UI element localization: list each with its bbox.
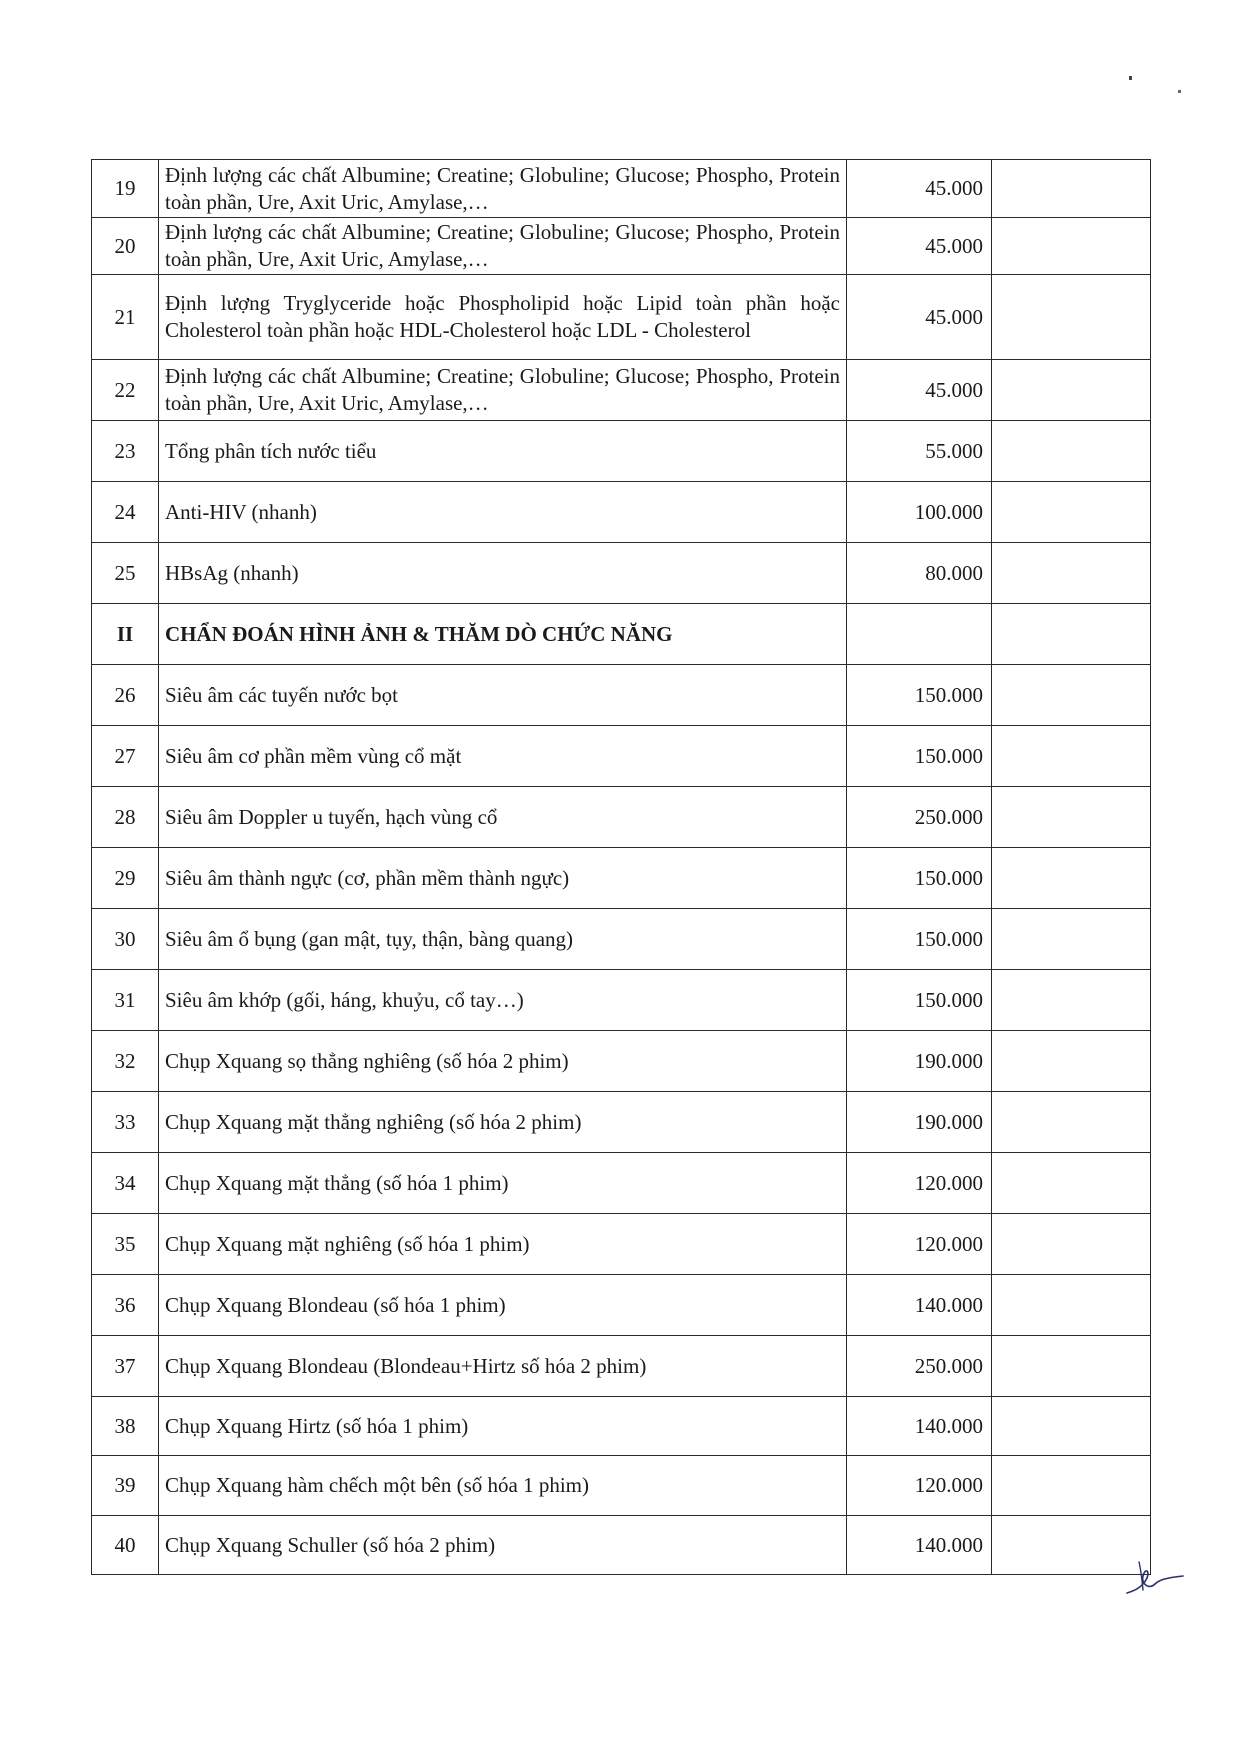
service-name: Chụp Xquang mặt thẳng (số hóa 1 phim) <box>159 1153 847 1214</box>
row-number: 35 <box>92 1214 159 1275</box>
table-row <box>92 360 1151 421</box>
row-number: 38 <box>92 1397 159 1456</box>
table-row <box>92 909 1151 970</box>
service-price: 45.000 <box>847 360 992 421</box>
row-number: 39 <box>92 1456 159 1516</box>
note-cell <box>992 1031 1151 1092</box>
service-price: 100.000 <box>847 482 992 543</box>
service-price: 120.000 <box>847 1456 992 1516</box>
service-price <box>847 604 992 665</box>
service-name: Siêu âm khớp (gối, háng, khuỷu, cổ tay…) <box>159 970 847 1031</box>
service-name: Anti-HIV (nhanh) <box>159 482 847 543</box>
service-name: Chụp Xquang Schuller (số hóa 2 phim) <box>159 1516 847 1575</box>
table-row <box>92 1516 1151 1575</box>
row-number: 20 <box>92 218 159 275</box>
service-name: Định lượng các chất Albumine; Creatine; Globuline; Glucose; Phospho, Protein toàn phần, Ure, Axit Uric, Amylase,… <box>159 160 847 218</box>
service-price: 150.000 <box>847 726 992 787</box>
row-number: 19 <box>92 160 159 218</box>
note-cell <box>992 1456 1151 1516</box>
note-cell <box>992 726 1151 787</box>
service-name: Định lượng các chất Albumine; Creatine; Globuline; Glucose; Phospho, Protein toàn phần, Ure, Axit Uric, Amylase,… <box>159 360 847 421</box>
service-name: Chụp Xquang Hirtz (số hóa 1 phim) <box>159 1397 847 1456</box>
table-row <box>92 160 1151 218</box>
note-cell <box>992 1336 1151 1397</box>
row-number: II <box>92 604 159 665</box>
note-cell <box>992 1397 1151 1456</box>
row-number: 22 <box>92 360 159 421</box>
service-name: Định lượng các chất Albumine; Creatine; Globuline; Glucose; Phospho, Protein toàn phần, Ure, Axit Uric, Amylase,… <box>159 218 847 275</box>
table-row <box>92 1336 1151 1397</box>
service-price: 250.000 <box>847 787 992 848</box>
initial-signature-mark <box>1125 1560 1185 1600</box>
service-name: Chụp Xquang mặt thẳng nghiêng (số hóa 2 phim) <box>159 1092 847 1153</box>
row-number: 24 <box>92 482 159 543</box>
row-number: 40 <box>92 1516 159 1575</box>
service-price: 150.000 <box>847 909 992 970</box>
note-cell <box>992 909 1151 970</box>
table-row <box>92 665 1151 726</box>
note-cell <box>992 1275 1151 1336</box>
service-price: 190.000 <box>847 1031 992 1092</box>
service-name: Siêu âm thành ngực (cơ, phần mềm thành ngực) <box>159 848 847 909</box>
table-row <box>92 421 1151 482</box>
table-row <box>92 543 1151 604</box>
note-cell <box>992 160 1151 218</box>
service-name: Chụp Xquang hàm chếch một bên (số hóa 1 phim) <box>159 1456 847 1516</box>
service-price: 45.000 <box>847 275 992 360</box>
note-cell <box>992 421 1151 482</box>
service-name: Chụp Xquang Blondeau (Blondeau+Hirtz số hóa 2 phim) <box>159 1336 847 1397</box>
table-row <box>92 1275 1151 1336</box>
row-number: 26 <box>92 665 159 726</box>
row-number: 23 <box>92 421 159 482</box>
service-price: 55.000 <box>847 421 992 482</box>
service-name: Chụp Xquang sọ thẳng nghiêng (số hóa 2 phim) <box>159 1031 847 1092</box>
service-price: 190.000 <box>847 1092 992 1153</box>
service-name: Siêu âm các tuyến nước bọt <box>159 665 847 726</box>
table-row <box>92 787 1151 848</box>
table-body <box>92 160 1151 1575</box>
row-number: 33 <box>92 1092 159 1153</box>
row-number: 36 <box>92 1275 159 1336</box>
service-price: 45.000 <box>847 160 992 218</box>
service-price: 140.000 <box>847 1275 992 1336</box>
note-cell <box>992 543 1151 604</box>
service-price: 140.000 <box>847 1516 992 1575</box>
note-cell <box>992 665 1151 726</box>
row-number: 28 <box>92 787 159 848</box>
service-price: 45.000 <box>847 218 992 275</box>
scan-speck <box>1178 90 1181 93</box>
table-row <box>92 218 1151 275</box>
note-cell <box>992 848 1151 909</box>
table-row <box>92 275 1151 360</box>
table-row <box>92 1397 1151 1456</box>
row-number: 31 <box>92 970 159 1031</box>
service-name: Siêu âm cơ phần mềm vùng cổ mặt <box>159 726 847 787</box>
service-price: 120.000 <box>847 1153 992 1214</box>
service-name: Chụp Xquang Blondeau (số hóa 1 phim) <box>159 1275 847 1336</box>
table-row <box>92 970 1151 1031</box>
row-number: 32 <box>92 1031 159 1092</box>
table-row <box>92 726 1151 787</box>
note-cell <box>992 1214 1151 1275</box>
service-name: CHẨN ĐOÁN HÌNH ẢNH & THĂM DÒ CHỨC NĂNG <box>159 604 847 665</box>
service-name: Siêu âm ổ bụng (gan mật, tụy, thận, bàng quang) <box>159 909 847 970</box>
table-row <box>92 1092 1151 1153</box>
service-name: Tổng phân tích nước tiểu <box>159 421 847 482</box>
service-name: Chụp Xquang mặt nghiêng (số hóa 1 phim) <box>159 1214 847 1275</box>
note-cell <box>992 218 1151 275</box>
row-number: 37 <box>92 1336 159 1397</box>
note-cell <box>992 360 1151 421</box>
table-row <box>92 848 1151 909</box>
section-row <box>92 604 1151 665</box>
service-price: 140.000 <box>847 1397 992 1456</box>
service-name: Siêu âm Doppler u tuyến, hạch vùng cổ <box>159 787 847 848</box>
row-number: 27 <box>92 726 159 787</box>
table-row <box>92 482 1151 543</box>
table-row <box>92 1456 1151 1516</box>
service-price: 250.000 <box>847 1336 992 1397</box>
note-cell <box>992 1153 1151 1214</box>
service-name: HBsAg (nhanh) <box>159 543 847 604</box>
service-price-table <box>91 159 1151 1575</box>
note-cell <box>992 970 1151 1031</box>
service-price: 120.000 <box>847 1214 992 1275</box>
note-cell <box>992 482 1151 543</box>
service-price: 150.000 <box>847 970 992 1031</box>
service-name: Định lượng Tryglyceride hoặc Phospholipid hoặc Lipid toàn phần hoặc Cholesterol toàn phần hoặc HDL-Cholesterol hoặc LDL - Cholesterol <box>159 275 847 360</box>
row-number: 30 <box>92 909 159 970</box>
service-price: 150.000 <box>847 848 992 909</box>
scan-speck <box>1129 76 1132 80</box>
note-cell <box>992 787 1151 848</box>
note-cell <box>992 604 1151 665</box>
table-row <box>92 1153 1151 1214</box>
service-price: 80.000 <box>847 543 992 604</box>
row-number: 21 <box>92 275 159 360</box>
service-price: 150.000 <box>847 665 992 726</box>
table-row <box>92 1214 1151 1275</box>
note-cell <box>992 275 1151 360</box>
table-row <box>92 1031 1151 1092</box>
row-number: 29 <box>92 848 159 909</box>
row-number: 34 <box>92 1153 159 1214</box>
row-number: 25 <box>92 543 159 604</box>
note-cell <box>992 1092 1151 1153</box>
